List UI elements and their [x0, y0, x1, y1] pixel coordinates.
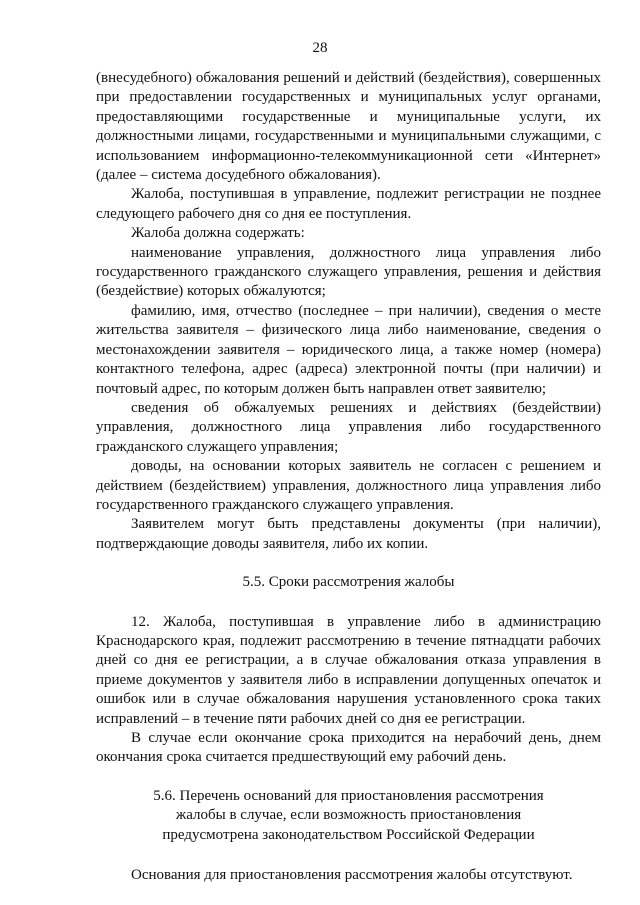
- paragraph-list-item: наименование управления, должностного лица управления либо государственного гражданского служащего управления, решения и действия (бездействие) которых обжалуются;: [96, 244, 601, 300]
- paragraph-list-item: сведения об обжалуемых решениях и действиях (бездействии) управления, должностного лица управления либо государственного гражданского служащего управления;: [96, 399, 601, 455]
- paragraph-list-item: доводы, на основании которых заявитель не согласен с решением и действием (бездействием) управления, должностного лица управления либо государственного гражданского служащего управления.: [96, 458, 601, 513]
- paragraph-complaint-contents: Жалоба должна содержать:: [131, 225, 305, 242]
- section-heading-5-6: [96, 787, 601, 845]
- paragraph-registration: Жалоба, поступившая в управление, подлежит регистрации не позднее следующего рабочего дня со дня ее поступления.: [96, 186, 601, 222]
- page-number: 28: [312, 40, 328, 56]
- heading-line: предусмотрена законодательством Российской Федерации: [162, 826, 535, 843]
- heading-line: 5.6. Перечень оснований для приостановления рассмотрения: [153, 787, 544, 804]
- paragraph-documents: Заявителем могут быть представлены документы (при наличии), подтверждающие доводы заявителя, либо их копии.: [96, 516, 601, 552]
- paragraph-no-grounds: Основания для приостановления рассмотрения жалобы отсутствуют.: [131, 867, 573, 884]
- page-content: [96, 69, 601, 885]
- paragraph-review-terms: 12. Жалоба, поступившая в управление либо в администрацию Краснодарского края, подлежит рассмотрению в течение пятнадцати рабочих дней со дня ее регистрации, а в случае обжалования отказа управления в приеме документов у заявителя либо в исправлении допущенных опечаток и ошибок или в случае обжалования нарушения установленного срока таких исправлений – в течение пяти рабочих дней со дня ее регистрации.: [96, 613, 601, 727]
- heading-line: жалобы в случае, если возможность приостановления: [175, 807, 522, 824]
- paragraph-list-item: фамилию, имя, отчество (последнее – при наличии), сведения о месте жительства заявителя – физического лица либо наименование, сведения о местонахождении заявителя – юридического лица, а также номер (номера) контактного телефона, адрес (адреса) электронной почты (при наличии) и почтовый адрес, по которым должен быть направлен ответ заявителю;: [96, 302, 601, 397]
- paragraph-non-working-day: В случае если окончание срока приходится на нерабочий день, днем окончания срока считается предшествующий ему рабочий день.: [96, 730, 601, 766]
- paragraph-continuation: (внесудебного) обжалования решений и действий (бездействия), совершенных при предоставлении государственных и муниципальных услуг органами, предоставляющими государственные и муниципальные услуги, их должностными лицами, государственными и муниципальными служащими, с использованием информационно-телекоммуникационной сети «Интернет» (далее – система досудебного обжалования).: [96, 70, 601, 184]
- section-heading-5-5: 5.5. Сроки рассмотрения жалобы: [242, 574, 455, 591]
